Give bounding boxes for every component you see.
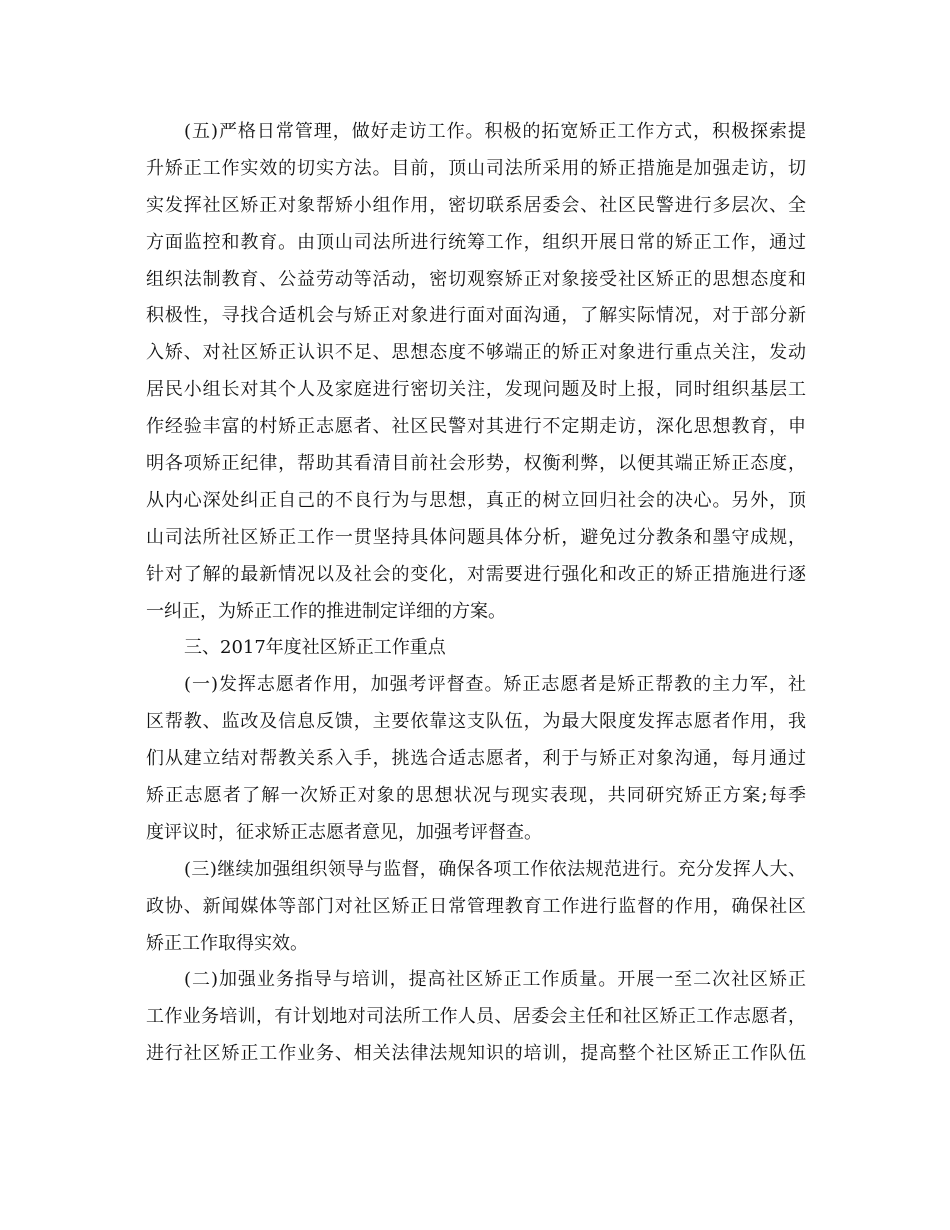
text-line: 政协、新闻媒体等部门对社区矫正日常管理教育工作进行监督的作用，确保社区 [146,895,806,917]
text-line: 矫正工作取得实效。 [146,932,308,954]
text-line: 们从建立结对帮教关系入手，挑选合适志愿者，利于与矫正对象沟通，每月通过 [146,748,806,770]
text-line: (三)继续加强组织领导与监督，确保各项工作依法规范进行。充分发挥人大、 [184,858,806,880]
text-line: 居民小组长对其个人及家庭进行密切关注，发现问题及时上报，同时组织基层工 [146,379,806,401]
text-line: 度评议时，征求矫正志愿者意见，加强考评督查。 [146,821,542,843]
text-line: 组织法制教育、公益劳动等活动，密切观察矫正对象接受社区矫正的思想态度和 [146,268,806,290]
text-line: 方面监控和教育。由顶山司法所进行统筹工作，组织开展日常的矫正工作，通过 [146,231,806,253]
text-line: 进行社区矫正工作业务、相关法律法规知识的培训，提高整个社区矫正工作队伍 [146,1043,806,1065]
text-line: 区帮教、监改及信息反馈，主要依靠这支队伍，为最大限度发挥志愿者作用，我 [146,711,806,733]
text-line: 矫正志愿者了解一次矫正对象的思想状况与现实表现，共同研究矫正方案;每季 [146,785,806,807]
text-line: (五)严格日常管理，做好走访工作。积极的拓宽矫正工作方式，积极探索提 [184,121,806,142]
text-line: (二)加强业务指导与培训，提高社区矫正工作质量。开展一至二次社区矫正 [184,969,806,991]
text-line: 工作业务培训，有计划地对司法所工作人员、居委会主任和社区矫正工作志愿者， [146,1006,806,1028]
text-line: 作经验丰富的村矫正志愿者、社区民警对其进行不定期走访，深化思想教育，申 [146,416,806,438]
text-line: 明各项矫正纪律，帮助其看清目前社会形势，权衡利弊，以便其端正矫正态度， [146,453,806,475]
text-line: 一纠正，为矫正工作的推进制定详细的方案。 [146,600,506,622]
text-line: 针对了解的最新情况以及社会的变化，对需要进行强化和改正的矫正措施进行逐 [146,563,806,585]
text-line: 实发挥社区矫正对象帮矫小组作用，密切联系居委会、社区民警进行多层次、全 [146,194,806,216]
section-heading: 三、2017年度社区矫正工作重点 [184,637,446,659]
text-line: 入矫、对社区矫正认识不足、思想态度不够端正的矫正对象进行重点关注，发动 [146,342,806,364]
text-line: 升矫正工作实效的切实方法。目前，顶山司法所采用的矫正措施是加强走访，切 [146,157,806,179]
document-body [146,114,806,1073]
text-line: 山司法所社区矫正工作一贯坚持具体问题具体分析，避免过分教条和墨守成规， [146,526,806,548]
text-line: 积极性，寻找合适机会与矫正对象进行面对面沟通，了解实际情况，对于部分新 [146,305,806,327]
text-line: (一)发挥志愿者作用，加强考评督查。矫正志愿者是矫正帮教的主力军，社 [184,674,806,696]
text-line: 从内心深处纠正自己的不良行为与思想，真正的树立回归社会的决心。另外，顶 [146,489,806,511]
